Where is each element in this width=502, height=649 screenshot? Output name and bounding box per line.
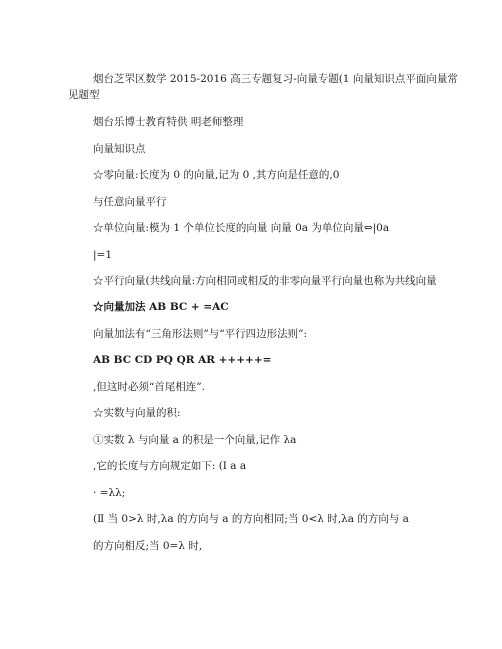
text-line: |=1 [93, 249, 113, 261]
text-line: 与任意向量平行 [93, 196, 167, 208]
text-line: · =λλ; [93, 487, 126, 499]
text-line: 向量加法有“三角形法则”与“平行四边形法则”: [93, 328, 308, 340]
document-title-line-2: 见题型 [68, 89, 100, 101]
text-line: ☆平行向量(共线向量:方向相同或相反的非零向量平行向量也称为共线向量 [93, 275, 437, 287]
text-line: ☆单位向量:模为 1 个单位长度的向量 向量 0a 为单位向量⇔|0a [93, 222, 390, 234]
text-line: ,但这时必须“首尾相连”. [93, 381, 205, 393]
text-line: ①实数 λ 与向量 a 的积是一个向量,记作 λa [93, 434, 297, 446]
section-heading: 向量知识点 [93, 143, 146, 155]
text-line: ☆向量加法 AB BC + =AC [93, 301, 229, 313]
text-line: AB BC CD PQ QR AR +++++= [93, 354, 272, 366]
author-note: 烟台乐博士教育特供 明老师整理 [93, 116, 244, 128]
text-line: ,它的长度与方向规定如下: (Ⅰ a a [93, 460, 247, 472]
document-title-line-1: 烟台芝罘区数学 2015-2016 高三专题复习-向量专题(1 向量知识点平面向量常 [93, 73, 458, 85]
text-line: (Ⅱ 当 0>λ 时,λa 的方向与 a 的方向相同;当 0<λ 时,λa 的方向与 a [93, 513, 409, 525]
text-line: 的方向相反;当 0=λ 时, [93, 540, 203, 552]
text-line: ☆实数与向量的积: [93, 407, 181, 419]
text-line: ☆零向量:长度为 0 的向量,记为 0 ,其方向是任意的,0 [93, 169, 340, 181]
